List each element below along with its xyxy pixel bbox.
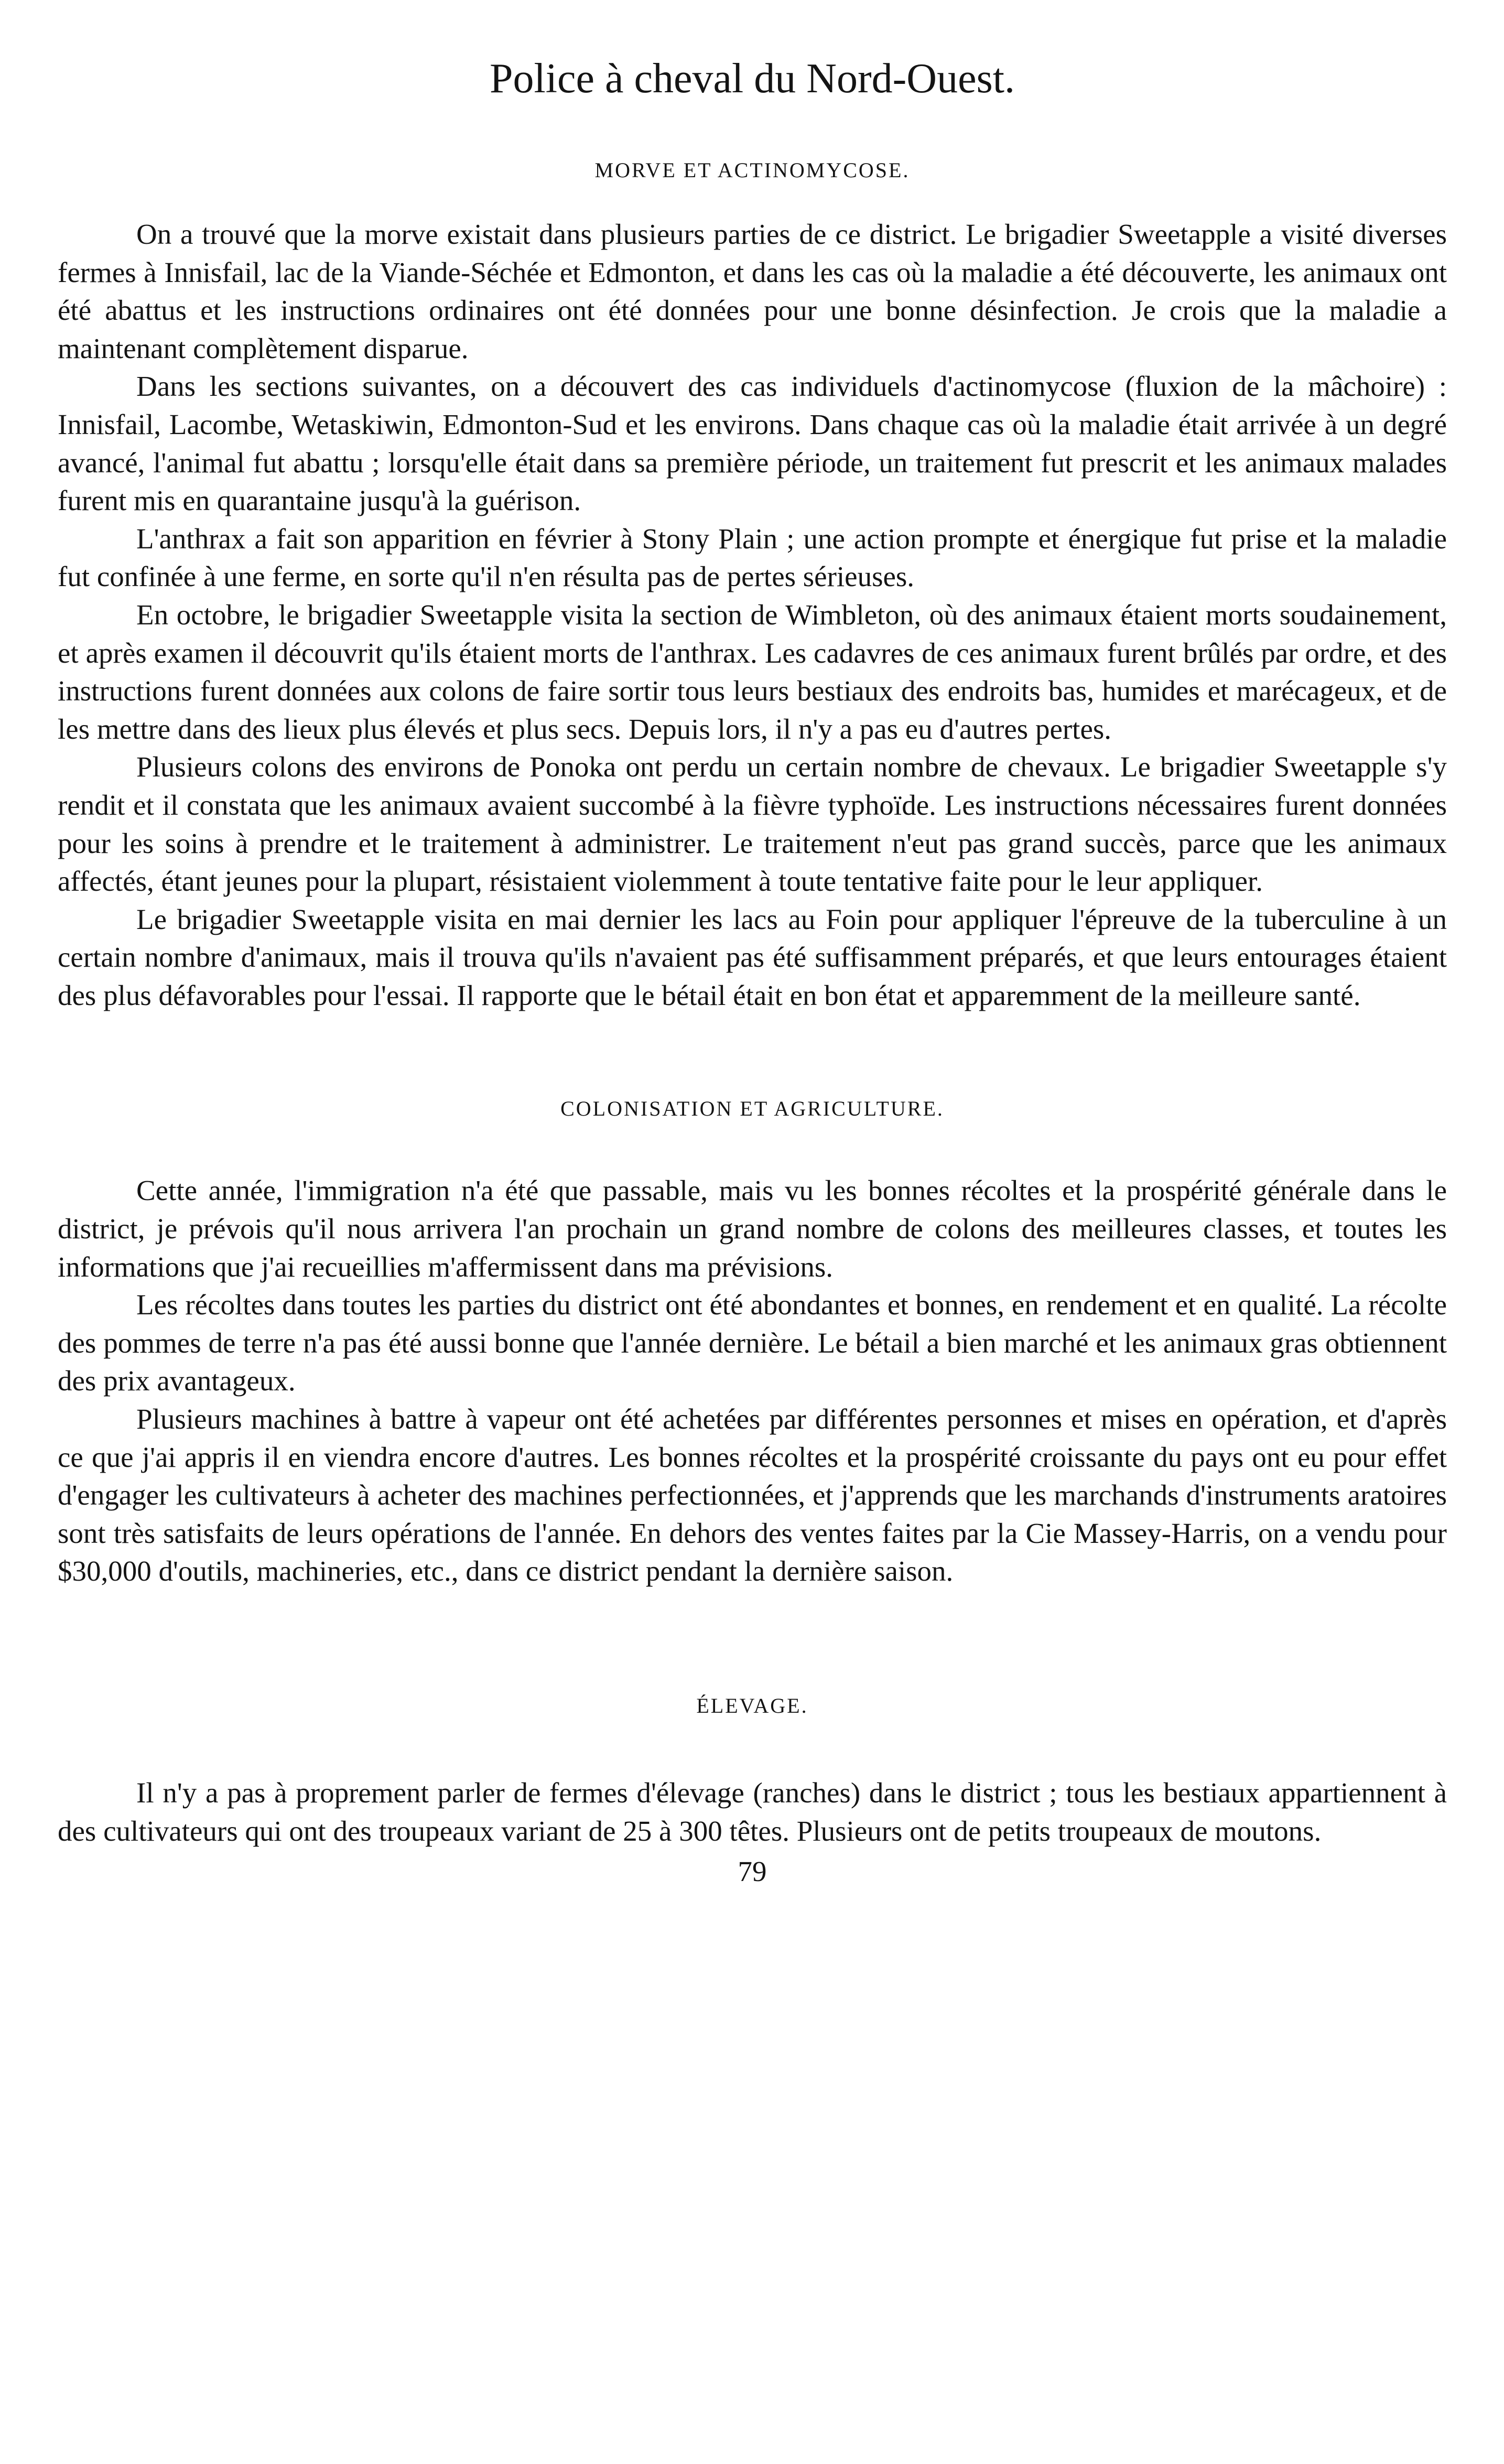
paragraph: Plusieurs colons des environs de Ponoka ont perdu un certain nombre de chevaux. Le brigadier Sweetapple s'y rendit et il constata que les animaux avaient succombé à la fièvre typhoïde. Les instructions nécessaires furent données pour les soins à prendre et le traitement à administrer. Le traitement n'eut pas grand succès, parce que les animaux affectés, étant jeunes pour la plupart, résistaient violemment à toute tentative faite pour le leur appliquer. [58,751,1447,898]
paragraph: En octobre, le brigadier Sweetapple visita la section de Wimbleton, où des animaux étaient morts soudainement, et après examen il découvrit qu'ils étaient morts de l'anthrax. Les cadavres de ces animaux furent brûlés par ordre, et des instructions furent données aux colons de faire sortir tous leurs bestiaux des endroits bas, humides et marécageux, et de les mettre dans des lieux plus élevés et plus secs. Depuis lors, il n'y a pas eu d'autres pertes. [58,598,1447,745]
page-number: 79 [738,1855,767,1888]
paragraph: Cette année, l'immigration n'a été que passable, mais vu les bonnes récoltes et la prospérité générale dans le district, je prévois qu'il nous arrivera l'an prochain un grand nombre de colons des meilleures classes, et toutes les informations que j'ai recueillies m'affermissent dans ma prévisions. [58,1174,1447,1283]
paragraph: Plusieurs machines à battre à vapeur ont été achetées par différentes personnes et mises en opération, et d'après ce que j'ai appris il en viendra encore d'autres. Les bonnes récoltes et la prospérité croissante du pays ont eu pour effet d'engager les cultivateurs à acheter des machines perfectionnées, et j'apprends que les marchands d'instruments aratoires sont très satisfaits de leurs opérations de l'année. En dehors des ventes faites par la Cie Massey-Harris, on a vendu pour $30,000 d'outils, machineries, etc., dans ce district pendant la dernière saison. [58,1403,1447,1587]
paragraph: On a trouvé que la morve existait dans plusieurs parties de ce district. Le brigadier Sweetapple a visité diverses fermes à Innisfail, lac de la Viande-Séchée et Edmonton, et dans les cas où la maladie a été découverte, les animaux ont été abattus et les instructions ordinaires ont été données pour une bonne désinfection. Je crois que la maladie a maintenant complètement disparue. [58,218,1447,364]
section-heading: ÉLEVAGE. [696,1694,808,1717]
paragraph: L'anthrax a fait son apparition en février à Stony Plain ; une action prompte et énergique fut prise et la maladie fut confinée à une ferme, en sorte qu'il n'en résulta pas de pertes sérieuses. [58,522,1447,593]
document-page [58,50,1447,1890]
section-heading: COLONISATION ET AGRICULTURE. [560,1097,944,1121]
section-heading: MORVE ET ACTINOMYCOSE. [594,158,910,182]
paragraph: Le brigadier Sweetapple visita en mai dernier les lacs au Foin pour appliquer l'épreuve de la tuberculine à un certain nombre d'animaux, mais il trouva qu'ils n'avaient pas été suffisamment préparés, et que leurs entourages étaient des plus défavorables pour l'essai. Il rapporte que le bétail était en bon état et apparemment de la meilleure santé. [58,903,1447,1011]
section-morve-actinomycose [58,155,1447,1014]
paragraph: Les récoltes dans toutes les parties du district ont été abondantes et bonnes, en rendement et en qualité. La récolte des pommes de terre n'a pas été aussi bonne que l'année dernière. Le bétail a bien marché et les animaux gras obtiennent des prix avantageux. [58,1289,1447,1397]
paragraph: Dans les sections suivantes, on a découvert des cas individuels d'actinomycose (fluxion de la mâchoire) : Innisfail, Lacombe, Wetaskiwin, Edmonton-Sud et les environs. Dans chaque cas où la maladie était arrivée à un degré avancé, l'animal fut abattu ; lorsqu'elle était dans sa première période, un traitement fut prescrit et les animaux malades furent mis en quarantaine jusqu'à la guérison. [58,370,1447,517]
running-title: Police à cheval du Nord-Ouest. [490,56,1015,102]
section-elevage [58,1690,1447,1850]
section-colonisation-agriculture [58,1093,1447,1591]
paragraph: Il n'y a pas à proprement parler de fermes d'élevage (ranches) dans le district ; tous les bestiaux appartiennent à des cultivateurs qui ont des troupeaux variant de 25 à 300 têtes. Plusieurs ont de petits troupeaux de moutons. [58,1777,1447,1847]
